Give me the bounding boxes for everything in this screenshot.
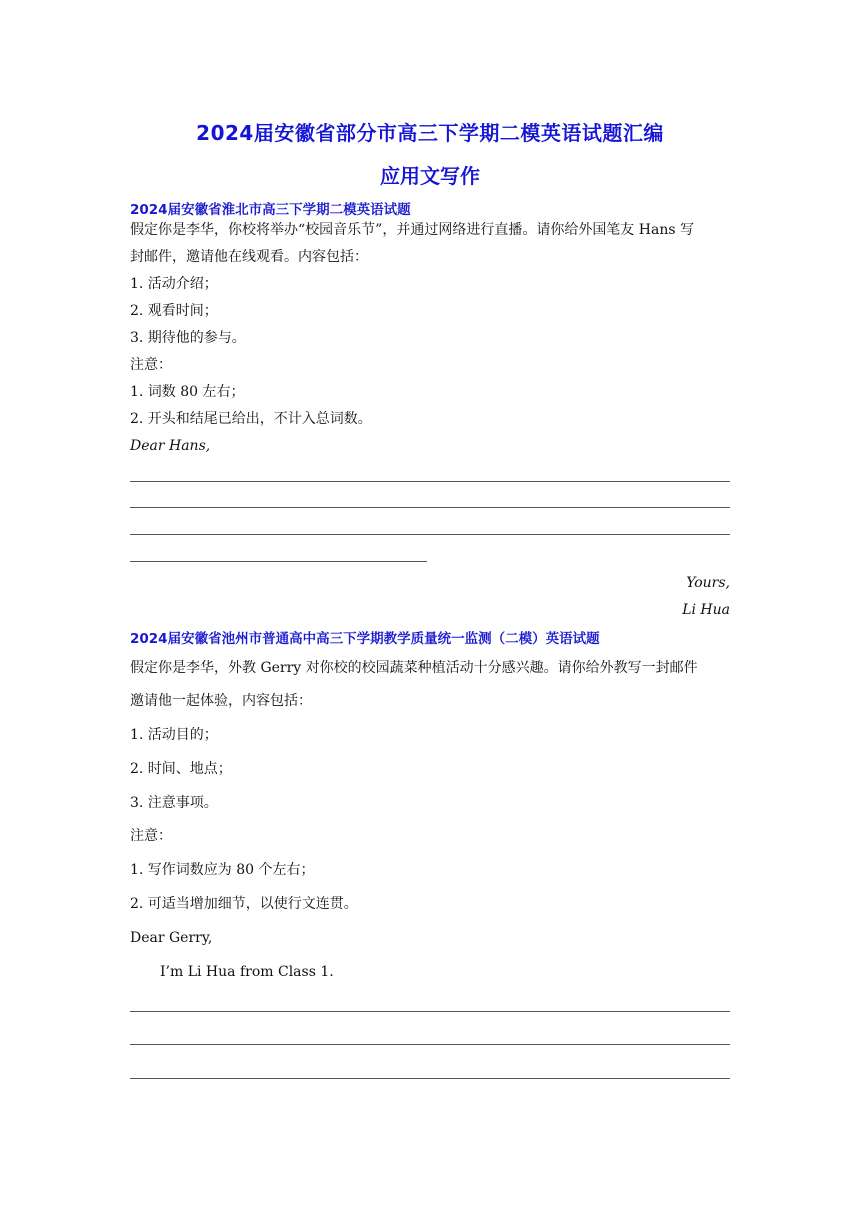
section2-heading: 2024届安徽省池州市普通高中高三下学期教学质量统一监测（二模）英语试题 [130,631,600,647]
answer-line [130,481,730,482]
section1-item-1: 1. 活动介绍； [130,276,218,292]
section1-heading: 2024届安徽省淮北市高三下学期二模英语试题 [130,202,411,218]
answer-line [130,1044,730,1045]
answer-line [130,1078,730,1079]
section1-item-3: 3. 期待他的参与。 [130,330,246,346]
answer-line [130,507,730,508]
section2-note-label: 注意： [130,828,172,844]
section2-note-1: 1. 写作词数应为 80 个左右； [130,862,315,878]
document-title: 2024届安徽省部分市高三下学期二模英语试题汇编 [196,121,664,145]
section2-item-2: 2. 时间、地点； [130,761,232,777]
section1-prompt-line2: 封邮件，邀请他在线观看。内容包括： [130,249,368,265]
section1-closing: Yours, [686,575,730,591]
section2-note-2: 2. 可适当增加细节，以使行文连贯。 [130,896,358,912]
section1-item-2: 2. 观看时间； [130,303,218,319]
section1-salutation: Dear Hans, [130,438,211,454]
section2-item-1: 1. 活动目的； [130,727,218,743]
section1-prompt-line1: 假定你是李华，你校将举办“校园音乐节”，并通过网络进行直播。请你给外国笔友 Hans 写 [130,222,694,238]
answer-line [130,534,730,535]
answer-line [130,1011,730,1012]
section2-prompt-line1: 假定你是李华，外教 Gerry 对你校的校园蔬菜种植活动十分感兴趣。请你给外教写一封邮件 [130,660,698,676]
section1-signature: Li Hua [682,602,730,618]
section2-prompt-line2: 邀请他一起体验，内容包括： [130,693,312,709]
section1-note-1: 1. 词数 80 左右； [130,384,245,400]
section1-note-2: 2. 开头和结尾已给出，不计入总词数。 [130,411,372,427]
section2-salutation: Dear Gerry, [130,930,213,946]
section2-opening: I’m Li Hua from Class 1. [160,964,334,980]
answer-line [130,561,427,562]
section2-item-3: 3. 注意事项。 [130,795,218,811]
document-subtitle: 应用文写作 [380,164,480,188]
section1-note-label: 注意： [130,357,172,373]
